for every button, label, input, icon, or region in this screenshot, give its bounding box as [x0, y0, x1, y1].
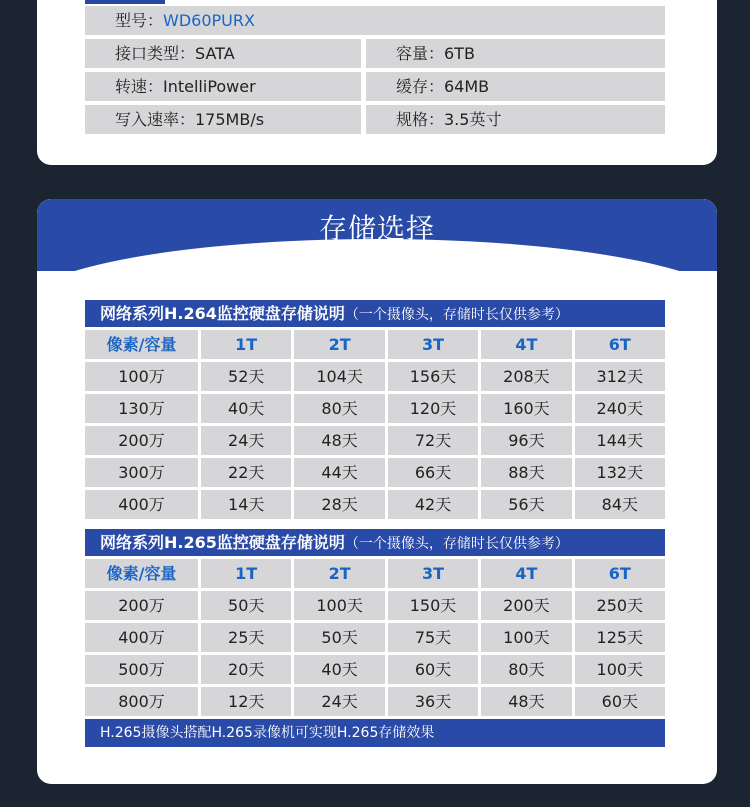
table-cell: 36天 — [388, 687, 478, 716]
table-row — [85, 687, 665, 716]
table-cell: 240天 — [575, 394, 665, 423]
table-cell: 500万 — [85, 655, 198, 684]
spec-interface: 接口类型：SATA — [85, 39, 361, 68]
table-cell: 60天 — [388, 655, 478, 684]
table-cell: 40天 — [294, 655, 384, 684]
table-cell: 160天 — [481, 394, 571, 423]
table-cell: 250天 — [575, 591, 665, 620]
table-row — [85, 458, 665, 487]
table-cell: 56天 — [481, 490, 571, 519]
table-cell: 52天 — [201, 362, 291, 391]
h264-table-title — [85, 300, 665, 327]
table-cell: 48天 — [294, 426, 384, 455]
column-header: 2T — [294, 559, 384, 588]
h265-table — [85, 529, 665, 747]
table-row — [85, 623, 665, 652]
table-cell: 80天 — [294, 394, 384, 423]
h264-title-note: （一个摄像头，存储时长仅供参考） — [344, 307, 569, 323]
table-cell: 132天 — [575, 458, 665, 487]
h265-header-row — [85, 559, 665, 588]
table-cell: 125天 — [575, 623, 665, 652]
table-cell: 22天 — [201, 458, 291, 487]
spec-cache: 缓存：64MB — [366, 72, 665, 101]
table-cell: 42天 — [388, 490, 478, 519]
table-cell: 130万 — [85, 394, 198, 423]
table-cell: 200天 — [481, 591, 571, 620]
section-subtitle: STORE SELECTION — [316, 243, 438, 258]
spec-write: 写入速率：175MB/s — [85, 105, 361, 134]
table-cell: 100万 — [85, 362, 198, 391]
table-cell: 96天 — [481, 426, 571, 455]
column-header: 1T — [201, 559, 291, 588]
table-cell: 120天 — [388, 394, 478, 423]
table-cell: 48天 — [481, 687, 571, 716]
table-cell: 300万 — [85, 458, 198, 487]
table-cell: 800万 — [85, 687, 198, 716]
column-header: 像素/容量 — [85, 330, 198, 359]
spec-speed: 转速：IntelliPower — [85, 72, 361, 101]
spec-model-label: 型号： — [115, 11, 164, 30]
table-cell: 72天 — [388, 426, 478, 455]
spec-size: 规格：3.5英寸 — [366, 105, 665, 134]
table-row — [85, 394, 665, 423]
table-cell: 150天 — [388, 591, 478, 620]
spec-row-model — [85, 6, 665, 35]
table-cell: 24天 — [294, 687, 384, 716]
table-cell: 88天 — [481, 458, 571, 487]
table-cell: 80天 — [481, 655, 571, 684]
table-row — [85, 591, 665, 620]
spec-row-2 — [85, 39, 665, 68]
column-header: 像素/容量 — [85, 559, 198, 588]
column-header: 2T — [294, 330, 384, 359]
h265-title-note: （一个摄像头，存储时长仅供参考） — [344, 536, 569, 552]
table-cell: 208天 — [481, 362, 571, 391]
table-row — [85, 362, 665, 391]
table-row — [85, 655, 665, 684]
h265-title-text: 网络系列H.265监控硬盘存储说明 — [100, 533, 345, 552]
column-header: 3T — [388, 330, 478, 359]
table-cell: 20天 — [201, 655, 291, 684]
column-header: 6T — [575, 330, 665, 359]
h264-header-row — [85, 330, 665, 359]
column-header: 3T — [388, 559, 478, 588]
table-cell: 200万 — [85, 591, 198, 620]
table-cell: 50天 — [294, 623, 384, 652]
h265-table-title — [85, 529, 665, 556]
table-cell: 25天 — [201, 623, 291, 652]
table-cell: 75天 — [388, 623, 478, 652]
table-cell: 66天 — [388, 458, 478, 487]
table-cell: 14天 — [201, 490, 291, 519]
table-cell: 40天 — [201, 394, 291, 423]
spec-accent-bar — [85, 0, 165, 4]
spec-capacity: 容量：6TB — [366, 39, 665, 68]
spec-row-4 — [85, 105, 665, 134]
h264-title-text: 网络系列H.264监控硬盘存储说明 — [100, 304, 345, 323]
table-cell: 312天 — [575, 362, 665, 391]
table-cell: 400万 — [85, 490, 198, 519]
column-header: 6T — [575, 559, 665, 588]
table-cell: 44天 — [294, 458, 384, 487]
table-row — [85, 426, 665, 455]
table-cell: 104天 — [294, 362, 384, 391]
table-cell: 50天 — [201, 591, 291, 620]
h265-footer-note: H.265摄像头搭配H.265录像机可实现H.265存储效果 — [85, 719, 665, 747]
table-cell: 200万 — [85, 426, 198, 455]
table-cell: 144天 — [575, 426, 665, 455]
column-header: 1T — [201, 330, 291, 359]
column-header: 4T — [481, 330, 571, 359]
table-cell: 100天 — [481, 623, 571, 652]
table-cell: 400万 — [85, 623, 198, 652]
spec-row-3 — [85, 72, 665, 101]
table-cell: 12天 — [201, 687, 291, 716]
table-cell: 156天 — [388, 362, 478, 391]
section-title: 存储选择 — [318, 212, 435, 245]
table-cell: 100天 — [294, 591, 384, 620]
table-cell: 100天 — [575, 655, 665, 684]
spec-model — [85, 6, 665, 35]
column-header: 4T — [481, 559, 571, 588]
table-cell: 28天 — [294, 490, 384, 519]
spec-model-value: WD60PURX — [163, 11, 255, 30]
table-cell: 84天 — [575, 490, 665, 519]
h264-table — [85, 300, 665, 519]
table-cell: 60天 — [575, 687, 665, 716]
table-row — [85, 490, 665, 519]
table-cell: 24天 — [201, 426, 291, 455]
